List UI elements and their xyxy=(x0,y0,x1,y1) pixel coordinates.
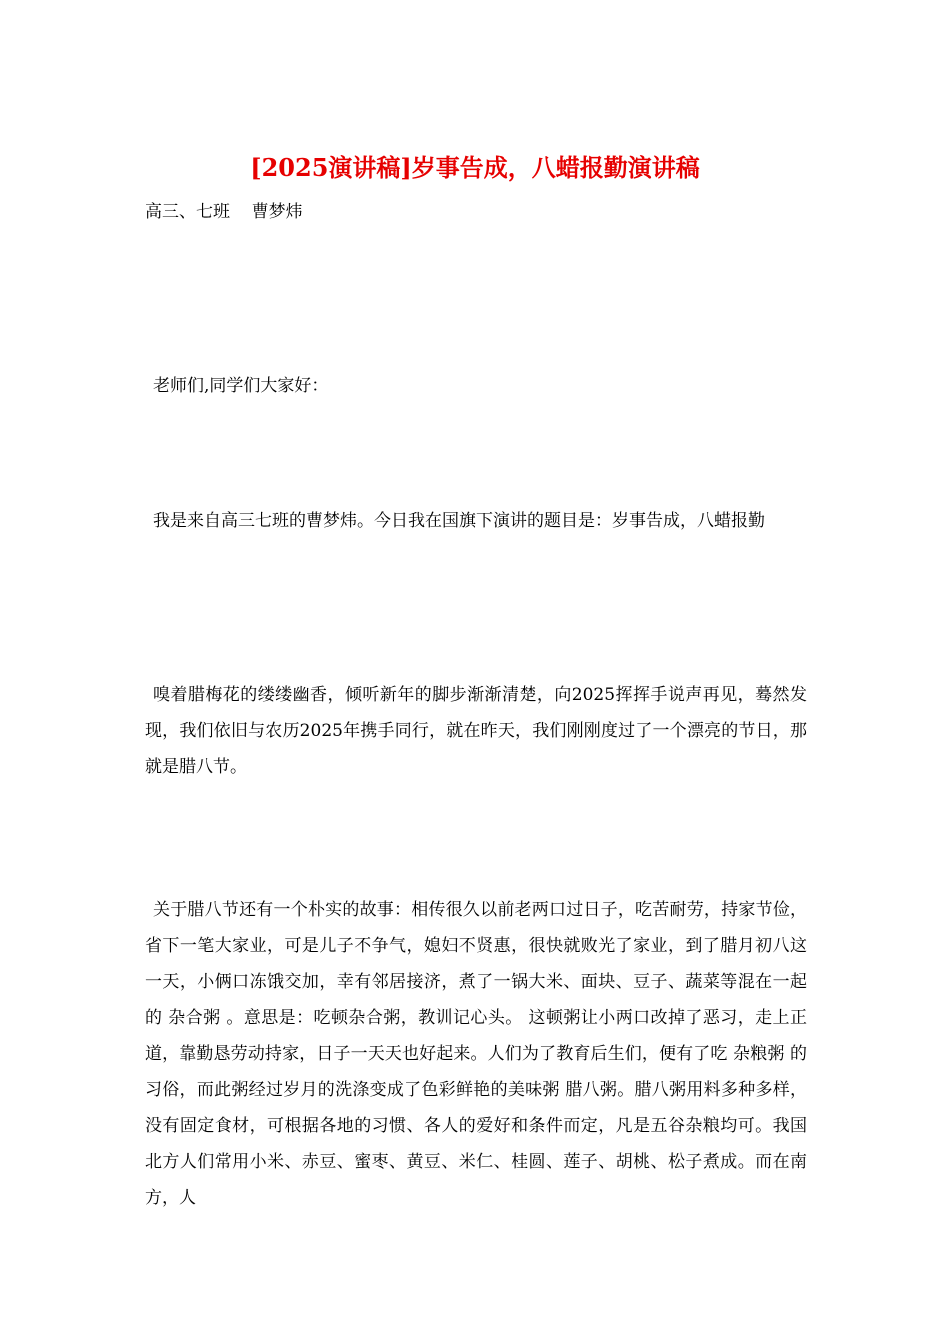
document-title: [2025演讲稿]岁事告成，八蜡报勤演讲稿 xyxy=(250,153,700,182)
paragraph-laba-story: 关于腊八节还有一个朴实的故事：相传很久以前老两口过日子，吃苦耐劳，持家节俭，省下一笔大家业，可是儿子不争气，媳妇不贤惠，很快就败光了家业，到了腊月初八这一天，小俩口冻饿交加，幸有邻居接济，煮了一锅大米、面块、豆子、蔬菜等混在一起的 杂合粥 。意思是：吃顿杂合粥，教训记心头。 这顿粥让小两口改掉了恶习，走上正道，靠勤恳劳动持家，日子一天天也好起来。人们为了教育后生们，便有了吃 杂粮粥 的习俗，而此粥经过岁月的洗涤变成了色彩鲜艳的美味粥 腊八粥。腊八粥用料多种多样，没有固定食材，可根据各地的习惯、各人的爱好和条件而定，凡是五谷杂粮均可。我国北方人们常用小米、赤豆、蜜枣、黄豆、米仁、桂圆、莲子、胡桃、松子煮成。而在南方，人 xyxy=(145,900,807,1208)
author-byline: 高三、七班 曹梦炜 xyxy=(145,202,303,222)
paragraph-introduction: 我是来自高三七班的曹梦炜。今日我在国旗下演讲的题目是：岁事告成，八蜡报勤 xyxy=(153,511,765,531)
paragraph-greeting: 老师们,同学们大家好： xyxy=(153,376,329,396)
paragraph-new-year: 嗅着腊梅花的缕缕幽香，倾听新年的脚步渐渐清楚，向2025挥挥手说声再见，蓦然发现，我们依旧与农历2025年携手同行，就在昨天，我们刚刚度过了一个漂亮的节日，那就是腊八节。 xyxy=(145,685,807,777)
